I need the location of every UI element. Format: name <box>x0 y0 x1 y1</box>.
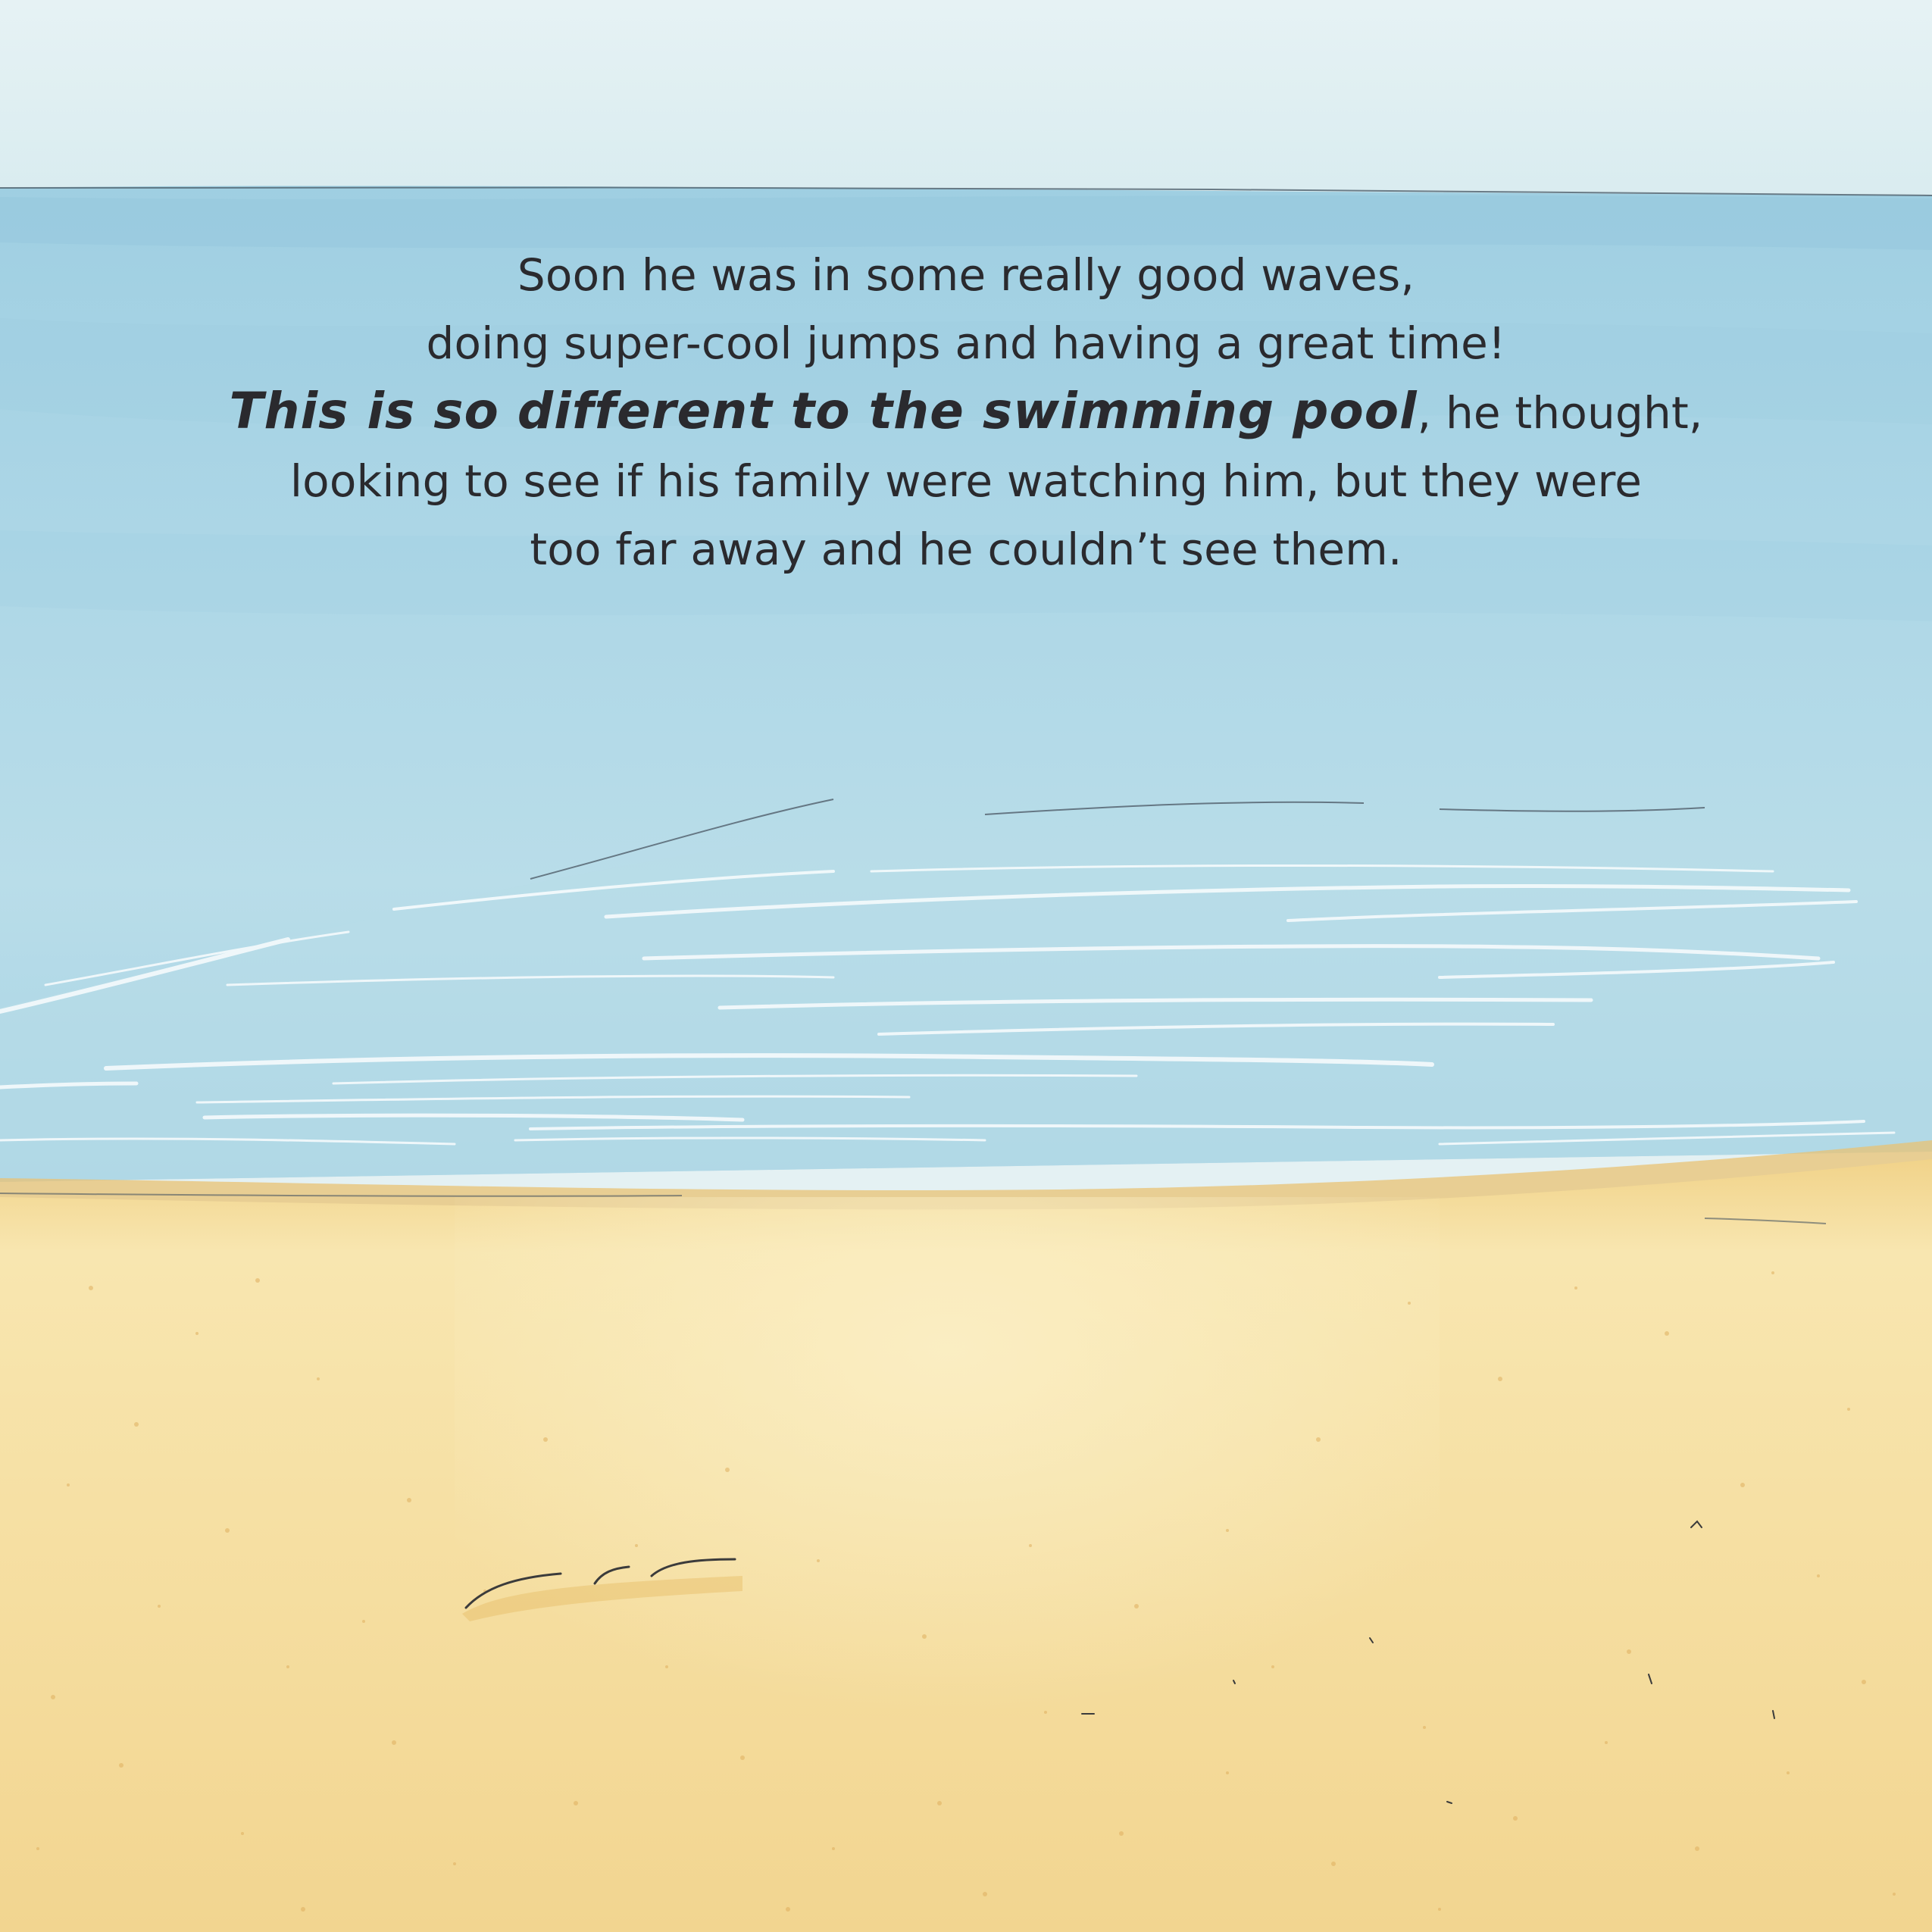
story-text <box>208 241 1724 583</box>
sky <box>0 0 1932 197</box>
story-line-2: doing super-cool jumps and having a great time! <box>426 317 1506 369</box>
story-line-3-rest: , he thought, <box>1417 387 1703 439</box>
story-line-5: too far away and he couldn’t see them. <box>530 524 1402 575</box>
story-thought-emphasis: This is so different to the swimming pool <box>229 382 1418 440</box>
story-line-4: looking to see if his family were watching him, but they were <box>289 455 1643 507</box>
story-line-3 <box>208 377 1724 447</box>
story-line-1: Soon he was in some really good waves, <box>517 249 1415 301</box>
